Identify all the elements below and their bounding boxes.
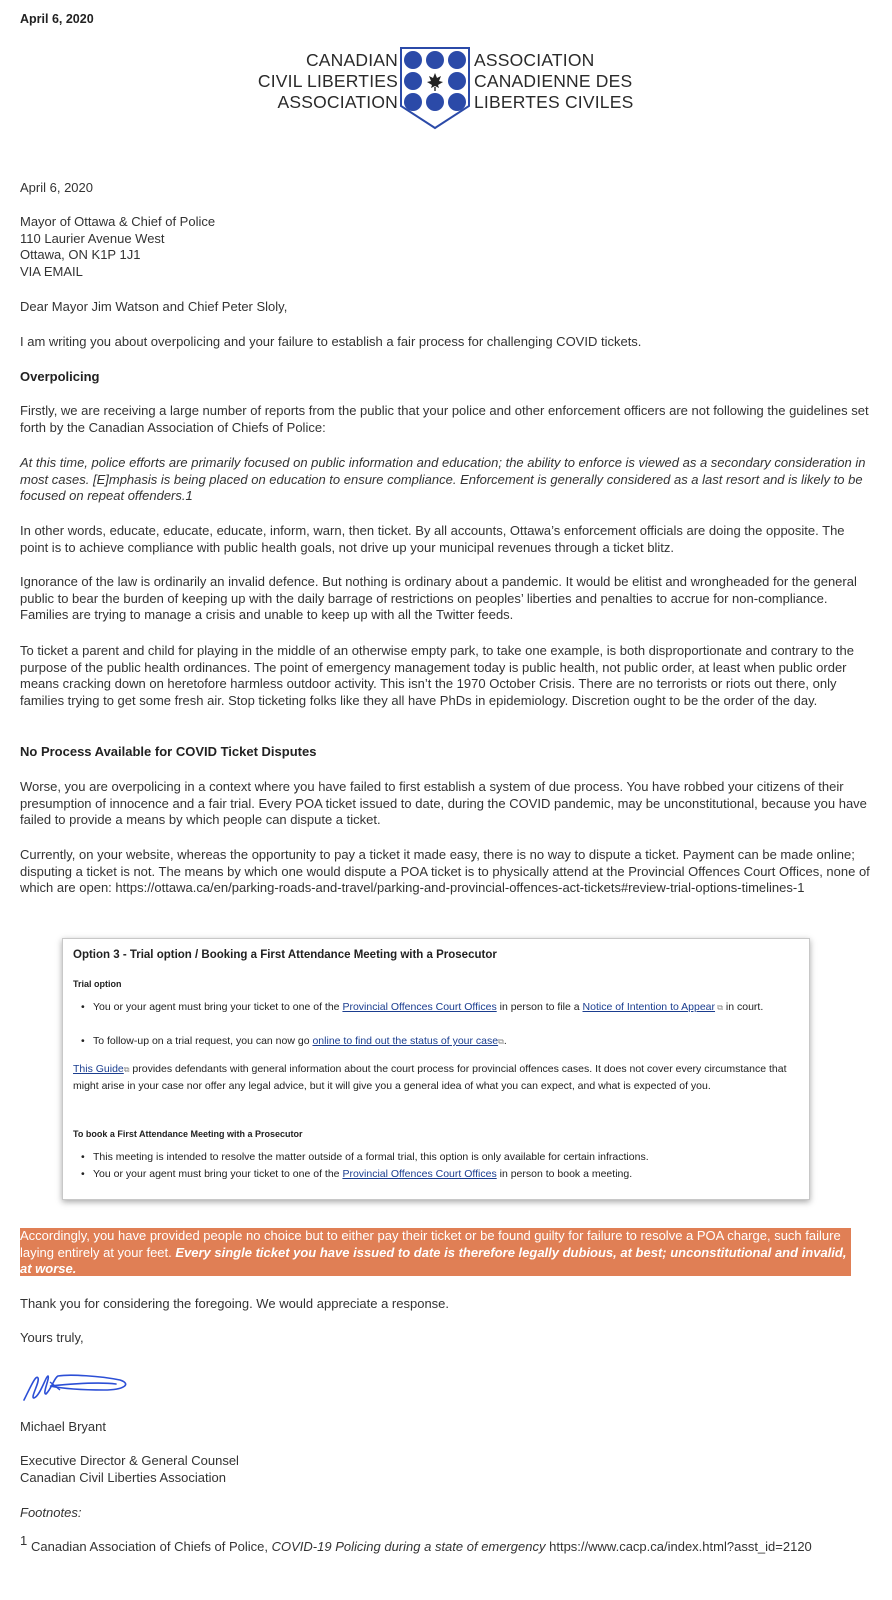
case-status-link[interactable]: online to find out the status of your case (312, 1035, 499, 1047)
guide-paragraph: This Guide⧉ provides defendants with general information about the court process for provincial offences cases. It does not cover every circumstance that might arise in your case nor offer any legal advice, but it will give you a general idea of what you can expect, and what is expected of you. (73, 1063, 787, 1092)
section-heading-no-process: No Process Available for COVID Ticket Disputes (20, 744, 317, 759)
external-link-icon: ⧉ (123, 1065, 130, 1074)
footnotes-label: Footnotes: (20, 1505, 82, 1520)
recipient-address: Mayor of Ottawa & Chief of Police 110 Laurier Avenue West Ottawa, ON K1P 1J1 VIA EMAIL (20, 214, 216, 279)
list-item: • This meeting is intended to resolve the matter outside of a formal trial, this option is only available for certain infractions. (93, 1149, 793, 1165)
closing: Yours truly, (20, 1330, 84, 1345)
external-link-icon: ⧉ (498, 1037, 504, 1046)
court-offices-link[interactable]: Provincial Offences Court Offices (342, 1168, 497, 1180)
court-offices-link[interactable]: Provincial Offences Court Offices (342, 1001, 497, 1013)
embedded-website-screenshot (62, 938, 810, 1200)
paragraph-6: Currently, on your website, whereas the opportunity to pay a ticket it made easy, there is no way to dispute a ticket. Payment can be made online; disputing a ticket is not. The means by which one would dispute a POA ticket is to physically attend at the Provincial Offences Court Offices, none of which are open: https://ottawa.ca/en/parking-roads-and-travel/parking-and-provincial-offences-act-tickets#review-trial-options-timelines-1 (20, 847, 870, 895)
list-item: • To follow-up on a trial request, you can now go online to find out the status of your case⧉. (93, 1033, 793, 1050)
notice-of-intention-link[interactable]: Notice of Intention to Appear (582, 1001, 716, 1013)
list-item: • You or your agent must bring your ticket to one of the Provincial Offences Court Offices in person to file a Notice of Intention to Appear ⧉ in court. (93, 999, 793, 1016)
ccla-logo (246, 46, 666, 130)
header-date: April 6, 2020 (20, 12, 94, 26)
list-item: • You or your agent must bring your ticket to one of the Provincial Offences Court Offices in person to book a meeting. (93, 1166, 793, 1182)
section-heading-overpolicing: Overpolicing (20, 369, 100, 384)
letter-date: April 6, 2020 (20, 180, 93, 195)
highlighted-conclusion: Accordingly, you have provided people no choice but to either pay their ticket or be found guilty for failure to resolve a POA charge, such failure laying entirely at your feet. Every single ticket you have issued to date is therefore legally dubious, at best; unconstitutional and invalid, at worse. (20, 1228, 851, 1276)
logo-french-text: ASSOCIATION CANADIENNE DES LIBERTES CIVILES (474, 50, 634, 112)
shield-icon (398, 46, 472, 130)
this-guide-link[interactable]: This Guide (73, 1063, 124, 1075)
intro-paragraph: I am writing you about overpolicing and your failure to establish a fair process for challenging COVID tickets. (20, 334, 642, 349)
paragraph-5: Worse, you are overpolicing in a context where you have failed to first establish a system of due process. You have robbed your citizens of their presumption of innocence and a fair trial. Every POA ticket issued to date, during the COVID pandemic, may be unconstitutional, because you have failed to provide a means by which people can dispute a ticket. (20, 779, 867, 827)
book-meeting-label: To book a First Attendance Meeting with a Prosecutor (73, 1129, 303, 1139)
thanks-paragraph: Thank you for considering the foregoing. We would appreciate a response. (20, 1296, 450, 1311)
paragraph-1: Firstly, we are receiving a large number of reports from the public that your police and other enforcement officers are not following the guidelines set forth by the Canadian Association of Chiefs of Police: (20, 403, 869, 435)
trial-option-label: Trial option (73, 979, 122, 989)
screenshot-title: Option 3 - Trial option / Booking a First Attendance Meeting with a Prosecutor (73, 949, 497, 961)
signer-title: Executive Director & General Counsel Canadian Civil Liberties Association (20, 1453, 239, 1485)
paragraph-3: Ignorance of the law is ordinarily an invalid defence. But nothing is ordinary about a pandemic. It would be elitist and wrongheaded for the general public to bear the burden of keeping up with the daily barrage of restrictions on peoples’ liberties and penalties to accrue for non-compliance. Families are trying to manage a crisis and unable to keep up with all the Twitter feeds. (20, 574, 857, 622)
signer-name: Michael Bryant (20, 1419, 106, 1434)
paragraph-4: To ticket a parent and child for playing in the middle of an otherwise empty park, to take one example, is both disproportionate and contrary to the purpose of the public health ordinances. The point of emergency management today is public health, not public order, at least when public order means cracking down on heretofore harmless outdoor activity. This isn’t the 1970 October Crisis. There are no terrorists or riots out there, only families trying to get some fresh air. Stop ticketing folks like they all have PhDs in epidemiology. Discretion ought to be the order of the day. (20, 643, 854, 708)
signature-image (20, 1368, 132, 1406)
quoted-guideline: At this time, police efforts are primarily focused on public information and education; the ability to enforce is viewed as a secondary consideration in most cases. [E]mphasis is being placed on education to ensure compliance. Enforcement is generally considered as a last resort and is likely to be focused on repeat offenders.1 (20, 455, 866, 503)
footnote-number: 1 (20, 1533, 28, 1548)
footnote-text: Canadian Association of Chiefs of Police, COVID-19 Policing during a state of emergency https://www.cacp.ca/index.html?asst_id=2120 (31, 1539, 812, 1554)
salutation: Dear Mayor Jim Watson and Chief Peter Sloly, (20, 299, 288, 314)
external-link-icon: ⧉ (715, 1003, 723, 1012)
logo-english-text: CANADIAN CIVIL LIBERTIES ASSOCIATION (257, 50, 398, 112)
paragraph-2: In other words, educate, educate, educate, inform, warn, then ticket. By all accounts, Ottawa’s enforcement officials are doing the opposite. The point is to achieve compliance with public health goals, not drive up your municipal revenues through a ticket blitz. (20, 523, 845, 555)
